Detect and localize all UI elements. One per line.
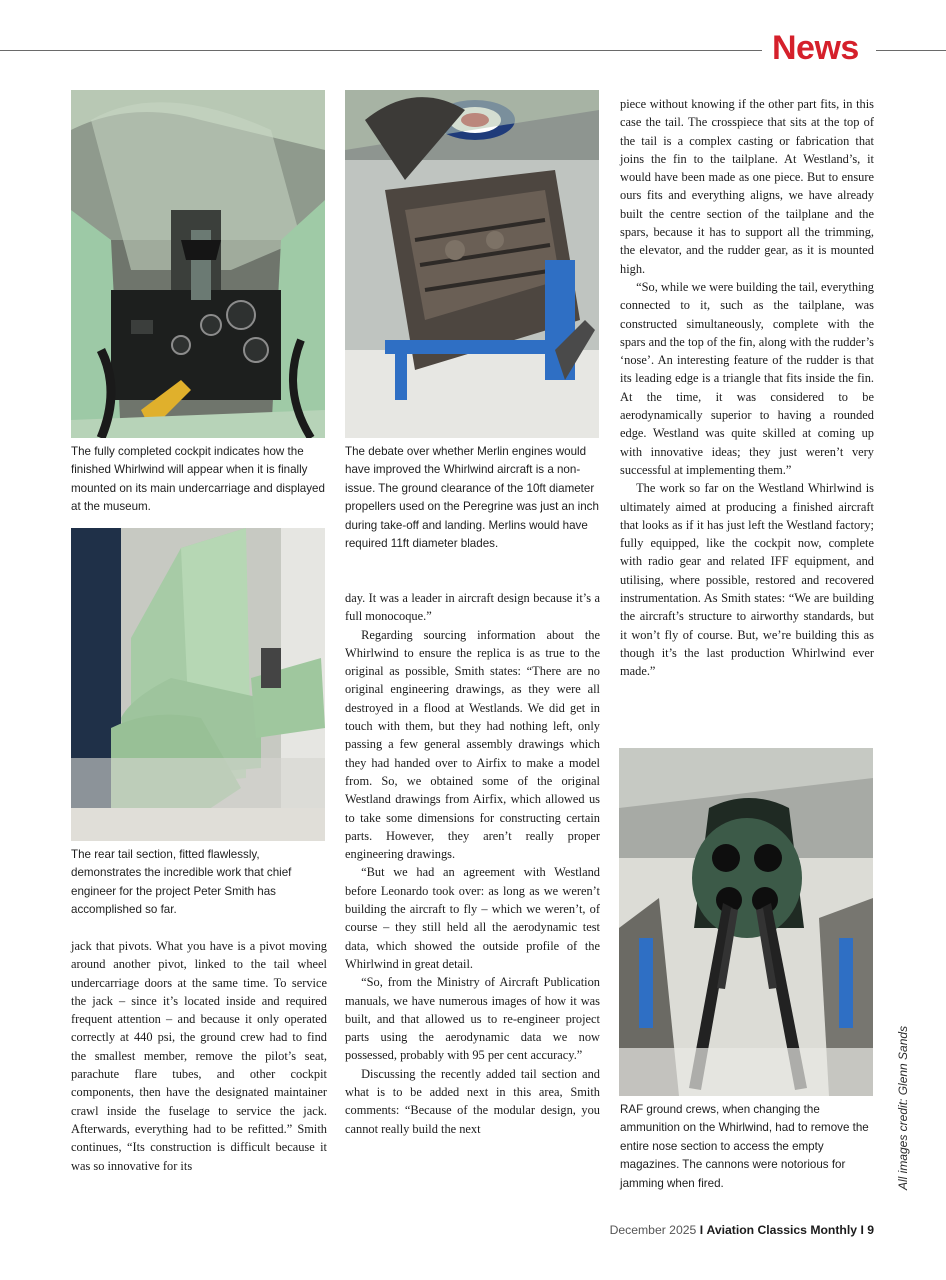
tail-section-photo (71, 528, 325, 841)
header-rule-left (0, 50, 762, 51)
footer-magazine: Aviation Classics Monthly (706, 1223, 858, 1237)
col3-paragraph-3: The work so far on the Westland Whirlwind is ultimately aimed at producing a finished aircraft that looks as if it has just left the Westland factory; fully equipped, like the cockpit now, complete with radio gear and related IFF equipment, and utilising, where possible, restored and recovered instrumentation. As Smith states: “We are building the aircraft’s structure to airworthy standards, but it won’t fly of course. But, we’re building this as though it’s the last production Whirlwind ever made.” (620, 481, 874, 679)
col3-paragraph-2: “So, while we were building the tail, everything connected to it, such as the tailplane, was constructed simultaneously, complete with the spars and the top of the fin, along with the rudder’s ‘nose’. An interesting feature of the rudder is that its leading edge is a triangle that fits inside the fin. At the time, it was considered to be aerodynamically superior to having a rounded edge. Westland was quite skilled at coming up with innovative ideas; they just weren’t very successful at implementing them.” (620, 279, 874, 477)
col2-paragraph-2: Regarding sourcing information about the Whirlwind to ensure the replica is as true to the original as possible, Smith states: “There are no original engineering drawings, as they were all destroyed in a flood at Westlands. We did get in touch with them, but they had nothing left, only passing a few general assembly drawings which they had handed over to Airfix to make a model from. So, we obtained some of the original Westland drawings from Airfix, which allowed us to take some dimensions for constructing certain parts. However, they aren’t really proper engineering drawings. (345, 627, 600, 862)
header-rule-right (876, 50, 946, 51)
nose-caption: RAF ground crews, when changing the ammunition on the Whirlwind, had to remove the entire nose section to access the empty magazines. The cannons were notorious for jamming when fired. (620, 1103, 869, 1190)
nose-cannons-photo (619, 748, 873, 1096)
body-column-1 (71, 937, 327, 1175)
footer-page-number: 9 (867, 1223, 874, 1237)
cockpit-photo (71, 90, 325, 438)
col2-paragraph-5: Discussing the recently added tail section and what is to be added next in this area, Smith comments: “Because of the modular design, you cannot really build the next (345, 1066, 600, 1136)
section-title: News (772, 29, 859, 67)
image-credit (881, 1010, 910, 1190)
image-credit-text: All images credit: Glenn Sands (896, 1025, 910, 1190)
tail-caption: The rear tail section, fitted flawlessly, demonstrates the incredible work that chief engineer for the project Peter Smith has accomplished so far. (71, 848, 292, 917)
col3-paragraph-1: piece without knowing if the other part fits, in this case the tail. The crosspiece that sits at the top of the tail is a complex casting or fabrication that joins the fin to the tailplane. At Westland’s, it would have been made as one piece. But to ensure ours fits and everything aligns, we have already built the centre section of the tailplane and the spars, because it has to support all the trimming, the elevator, and the rudder gear, as it is mounted high. (620, 97, 874, 276)
footer-date: December 2025 (609, 1223, 697, 1237)
col1-paragraph-1: jack that pivots. What you have is a pivot moving around another pivot, linked to the tail wheel undercarriage doors at the same time. To service the jack – since it’s located inside and required frequent attention – and because it only operated correctly at 440 psi, the ground crew had to find the smallest member, remove the pilot’s seat, parachute flare tubes, and other cockpit components, then have the designated maintainer crawl inside the fuselage to service the jack. Afterwards, everything had to be refitted.” Smith continues, “Its construction is difficult because it was so innovative for its (71, 939, 327, 1173)
body-column-2 (345, 589, 600, 1138)
footer-separator: I (699, 1223, 704, 1237)
body-column-3 (620, 95, 874, 681)
page-footer (610, 1222, 874, 1238)
merlin-engine-photo (345, 90, 599, 438)
engine-caption: The debate over whether Merlin engines would have improved the Whirlwind aircraft is a non-issue. The ground clearance of the 10ft diameter propellers used on the Peregrine was just an inch during take-off and landing. Merlins would have required 11ft diameter blades. (345, 445, 599, 551)
col2-paragraph-3: “But we had an agreement with Westland before Leonardo took over: as long as we weren’t building the aircraft to fly – which we weren’t, of course – they still held all the aerodynamic test data, which showed the outside profile of the Whirlwind in great detail. (345, 865, 600, 971)
cockpit-caption: The fully completed cockpit indicates how the finished Whirlwind will appear when it is finally mounted on its main undercarriage and displayed at the museum. (71, 445, 325, 514)
col2-paragraph-4: “So, from the Ministry of Aircraft Publication manuals, we have numerous images of how it was built, and that allowed us to re-engineer project parts using the aerodynamic data we now possessed, probably with 95 per cent accuracy.” (345, 975, 600, 1063)
footer-separator-2: I (860, 1223, 864, 1237)
col2-paragraph-1: day. It was a leader in aircraft design because it’s a full monocoque.” (345, 591, 600, 624)
